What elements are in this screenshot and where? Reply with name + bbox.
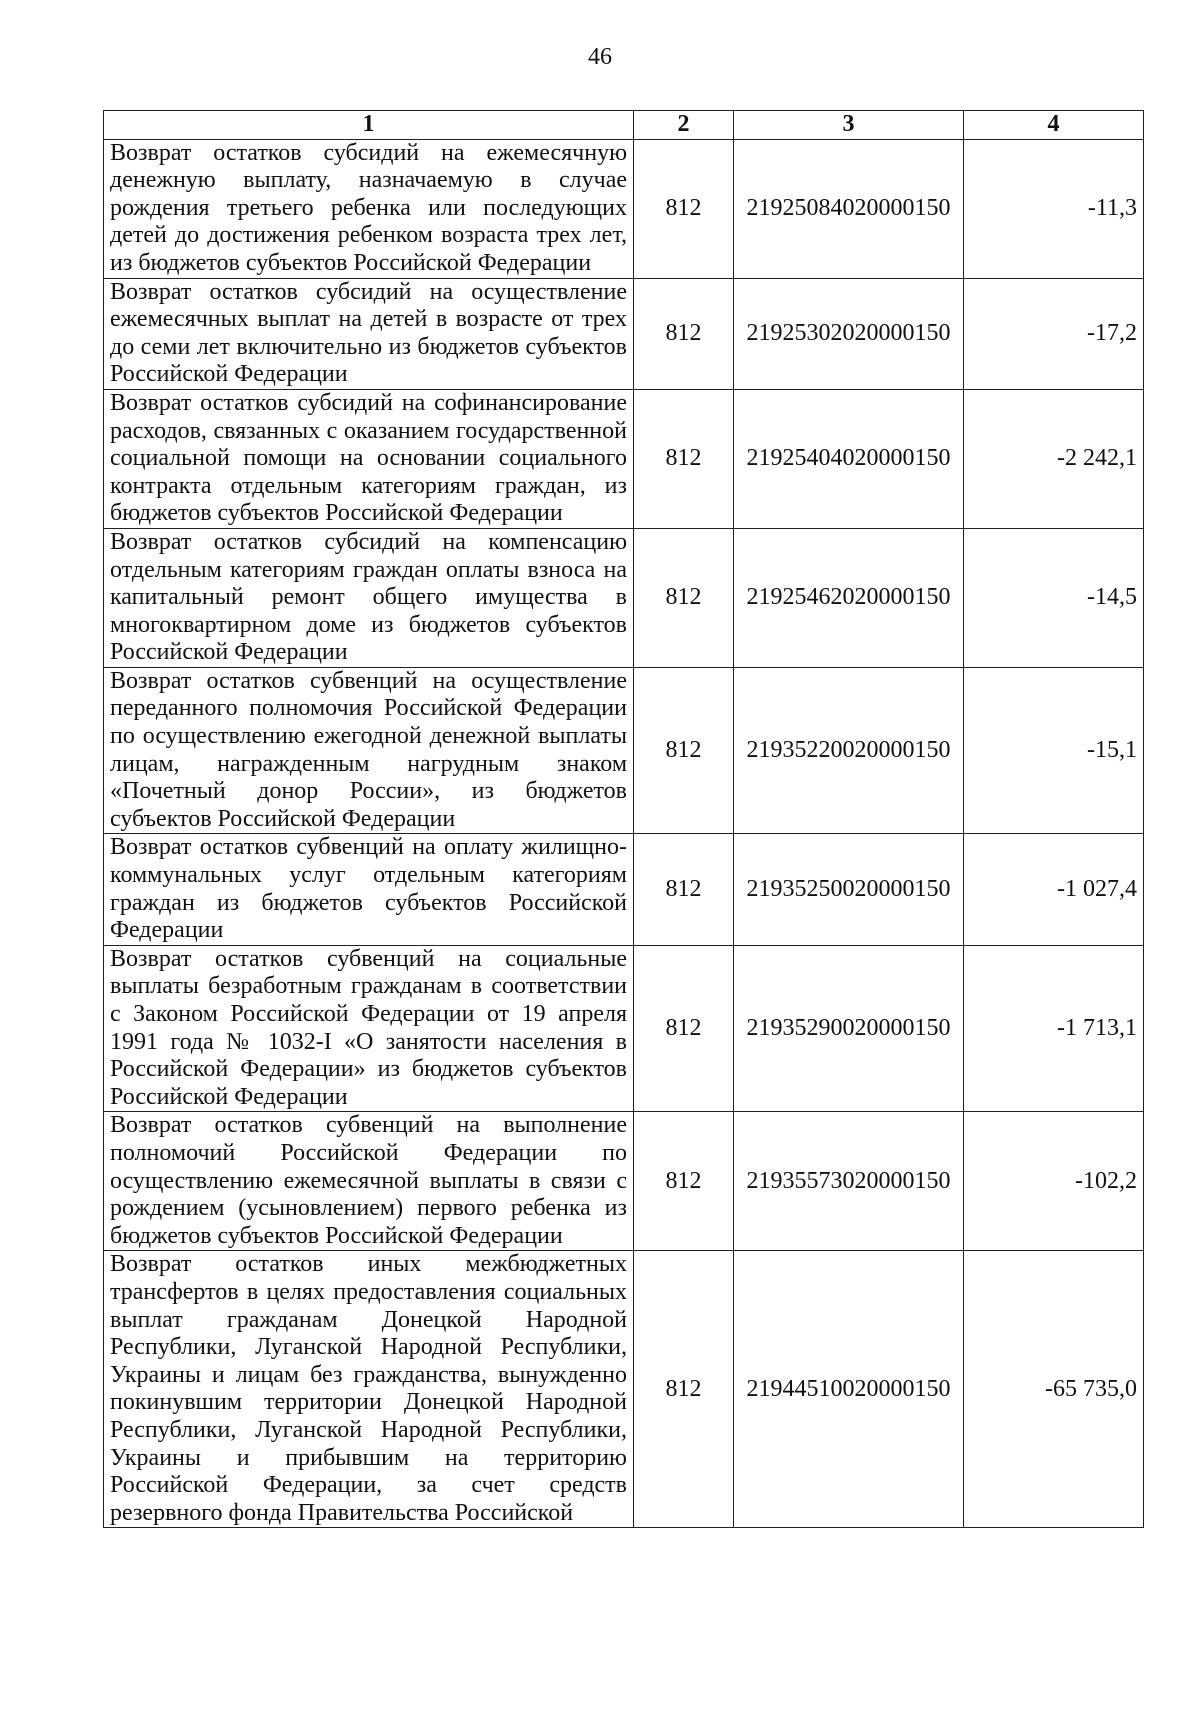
row-admin-code: 812 (634, 278, 734, 389)
row-budget-code: 21925404020000150 (734, 389, 964, 528)
row-budget-code: 21944510020000150 (734, 1251, 964, 1528)
row-admin-code: 812 (634, 389, 734, 528)
row-budget-code: 21935573020000150 (734, 1112, 964, 1251)
row-admin-code: 812 (634, 1251, 734, 1528)
table-row (104, 528, 1144, 667)
row-description: Возврат остатков субсидий на осуществление ежемесячных выплат на детей в возрасте от трех до семи лет включительно из бюджетов субъектов Российской Федерации (104, 278, 634, 389)
row-amount: -2 242,1 (964, 389, 1144, 528)
table-row (104, 139, 1144, 278)
page-number: 46 (588, 44, 612, 70)
row-admin-code: 812 (634, 945, 734, 1112)
table-row (104, 278, 1144, 389)
row-amount: -1 713,1 (964, 945, 1144, 1112)
row-admin-code: 812 (634, 528, 734, 667)
row-budget-code: 21935250020000150 (734, 834, 964, 945)
table-row (104, 1112, 1144, 1251)
row-budget-code: 21925302020000150 (734, 278, 964, 389)
budget-table (103, 110, 1144, 1528)
row-admin-code: 812 (634, 834, 734, 945)
table-row (104, 945, 1144, 1112)
table-row (104, 389, 1144, 528)
row-budget-code: 21925084020000150 (734, 139, 964, 278)
row-description: Возврат остатков субсидий на компенсацию отдельным категориям граждан оплаты взноса на капитальный ремонт общего имущества в многоквартирном доме из бюджетов субъектов Российской Федерации (104, 528, 634, 667)
row-admin-code: 812 (634, 1112, 734, 1251)
column-header-1: 1 (104, 111, 634, 140)
row-description: Возврат остатков иных межбюджетных трансфертов в целях предоставления социальных выплат гражданам Донецкой Народной Республики, Луганской Народной Республики, Украины и лицам без гражданства, вынужденно покинувшим территории Донецкой Народной Республики, Луганской Народной Республики, Украины и прибывшим на территорию Российской Федерации, за счет средств резервного фонда Правительства Российской (104, 1251, 634, 1528)
row-description: Возврат остатков субсидий на ежемесячную денежную выплату, назначаемую в случае рождения третьего ребенка или последующих детей до достижения ребенком возраста трех лет, из бюджетов субъектов Российской Федерации (104, 139, 634, 278)
row-amount: -65 735,0 (964, 1251, 1144, 1528)
row-admin-code: 812 (634, 139, 734, 278)
column-header-4: 4 (964, 111, 1144, 140)
row-admin-code: 812 (634, 667, 734, 834)
row-description: Возврат остатков субвенций на оплату жилищно-коммунальных услуг отдельным категориям граждан из бюджетов субъектов Российской Федерации (104, 834, 634, 945)
row-description: Возврат остатков субсидий на софинансирование расходов, связанных с оказанием государственной социальной помощи на основании социального контракта отдельным категориям граждан, из бюджетов субъектов Российской Федерации (104, 389, 634, 528)
row-amount: -14,5 (964, 528, 1144, 667)
table-row (104, 834, 1144, 945)
row-description: Возврат остатков субвенций на осуществление переданного полномочия Российской Федерации по осуществлению ежегодной денежной выплаты лицам, награжденным нагрудным знаком «Почетный донор России», из бюджетов субъектов Российской Федерации (104, 667, 634, 834)
table-row (104, 1251, 1144, 1528)
row-description: Возврат остатков субвенций на выполнение полномочий Российской Федерации по осуществлению ежемесячной выплаты в связи с рождением (усыновлением) первого ребенка из бюджетов субъектов Российской Федерации (104, 1112, 634, 1251)
column-header-3: 3 (734, 111, 964, 140)
row-amount: -1 027,4 (964, 834, 1144, 945)
row-amount: -17,2 (964, 278, 1144, 389)
row-amount: -11,3 (964, 139, 1144, 278)
row-budget-code: 21935220020000150 (734, 667, 964, 834)
table-header-row (104, 111, 1144, 140)
row-budget-code: 21925462020000150 (734, 528, 964, 667)
row-budget-code: 21935290020000150 (734, 945, 964, 1112)
column-header-2: 2 (634, 111, 734, 140)
row-amount: -15,1 (964, 667, 1144, 834)
row-description: Возврат остатков субвенций на социальные выплаты безработным гражданам в соответствии с Законом Российской Федерации от 19 апреля 1991 года № 1032-I «О занятости населения в Российской Федерации» из бюджетов субъектов Российской Федерации (104, 945, 634, 1112)
table-row (104, 667, 1144, 834)
row-amount: -102,2 (964, 1112, 1144, 1251)
